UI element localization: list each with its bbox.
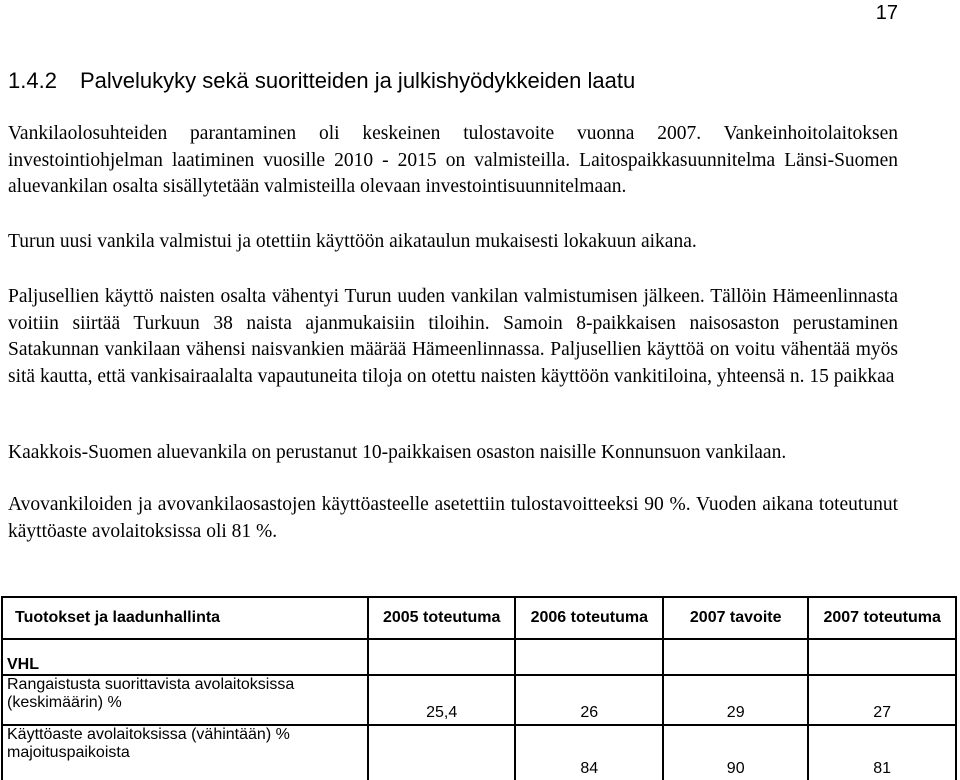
paragraph-turku-prison: Turun uusi vankila valmistui ja otettiin käyttöön aikataulun mukaisesti lokakuun aikana. <box>8 231 697 252</box>
table-row <box>2 725 956 780</box>
paragraph-bucket-cells: Paljusellien käyttö naisten osalta vähentyi Turun uuden vankilan valmistumisen jälkeen. Tällöin Hämeenlinnasta voitiin siirtää Turkuun 38 naista ajanmukaisiin tiloihin. Samoin 8-paikkaisen naisosaston perustaminen Satakunnan vankilaan vähensi naisvankien määrää Hämeenlinnassa. Paljusellien käyttöä on voitu vähentää myös sitä kautta, että vankisairaalalta vapautuneita tiloja on otettu naisten käyttöön vankitiloina, yhteensä n. 15 paikkaa <box>8 286 898 387</box>
table-row-label: Rangaistusta suorittavista avolaitoksissa (keskimäärin) % <box>2 675 368 725</box>
table-section-label: VHL <box>2 639 368 675</box>
table-cell <box>808 639 956 675</box>
table-section-row <box>2 639 956 675</box>
section-number: 1.4.2 <box>8 68 57 93</box>
results-table <box>1 596 957 780</box>
section-title: Palvelukyky sekä suoritteiden ja julkishyödykkeiden laatu <box>80 68 636 93</box>
paragraph-kaakkois-suomi: Kaakkois-Suomen aluevankila on perustanut 10-paikkaisen osaston naisille Konnunsuon vankilaan. <box>8 442 787 463</box>
table-cell: 81 <box>808 725 956 780</box>
table-row <box>2 675 956 725</box>
table-cell <box>368 725 516 780</box>
table-cell <box>515 639 663 675</box>
table-header-cell: 2007 tavoite <box>663 597 808 639</box>
table-header-row <box>2 597 956 639</box>
table-header-cell: Tuotokset ja laadunhallinta <box>2 597 368 639</box>
table-cell: 90 <box>663 725 808 780</box>
paragraph-investments: Vankilaolosuhteiden parantaminen oli keskeinen tulostavoite vuonna 2007. Vankeinhoitolaitoksen investointiohjelman laatiminen vuosille 2010 - 2015 on valmisteilla. Laitospaikkasuunnitelma Länsi-Suomen aluevankilan osalta sisällytetään valmisteilla olevaan investointisuunnitelmaan. <box>8 123 898 197</box>
table-header-cell: 2005 toteutuma <box>368 597 516 639</box>
table-cell <box>368 639 516 675</box>
table-row-label: Käyttöaste avolaitoksissa (vähintään) % majoituspaikoista <box>2 725 368 780</box>
table-cell: 27 <box>808 675 956 725</box>
table-cell: 25,4 <box>368 675 516 725</box>
page-number: 17 <box>875 2 898 24</box>
table-cell: 26 <box>515 675 663 725</box>
table-cell: 84 <box>515 725 663 780</box>
table-header-cell: 2007 toteutuma <box>808 597 956 639</box>
section-heading <box>8 68 635 94</box>
paragraph-open-prisons: Avovankiloiden ja avovankilaosastojen käyttöasteelle asetettiin tulostavoitteeksi 90 %. Vuoden aikana toteutunut käyttöaste avolaitoksissa oli 81 %. <box>8 494 898 542</box>
table-cell <box>663 639 808 675</box>
table-header-cell: 2006 toteutuma <box>515 597 663 639</box>
table-cell: 29 <box>663 675 808 725</box>
